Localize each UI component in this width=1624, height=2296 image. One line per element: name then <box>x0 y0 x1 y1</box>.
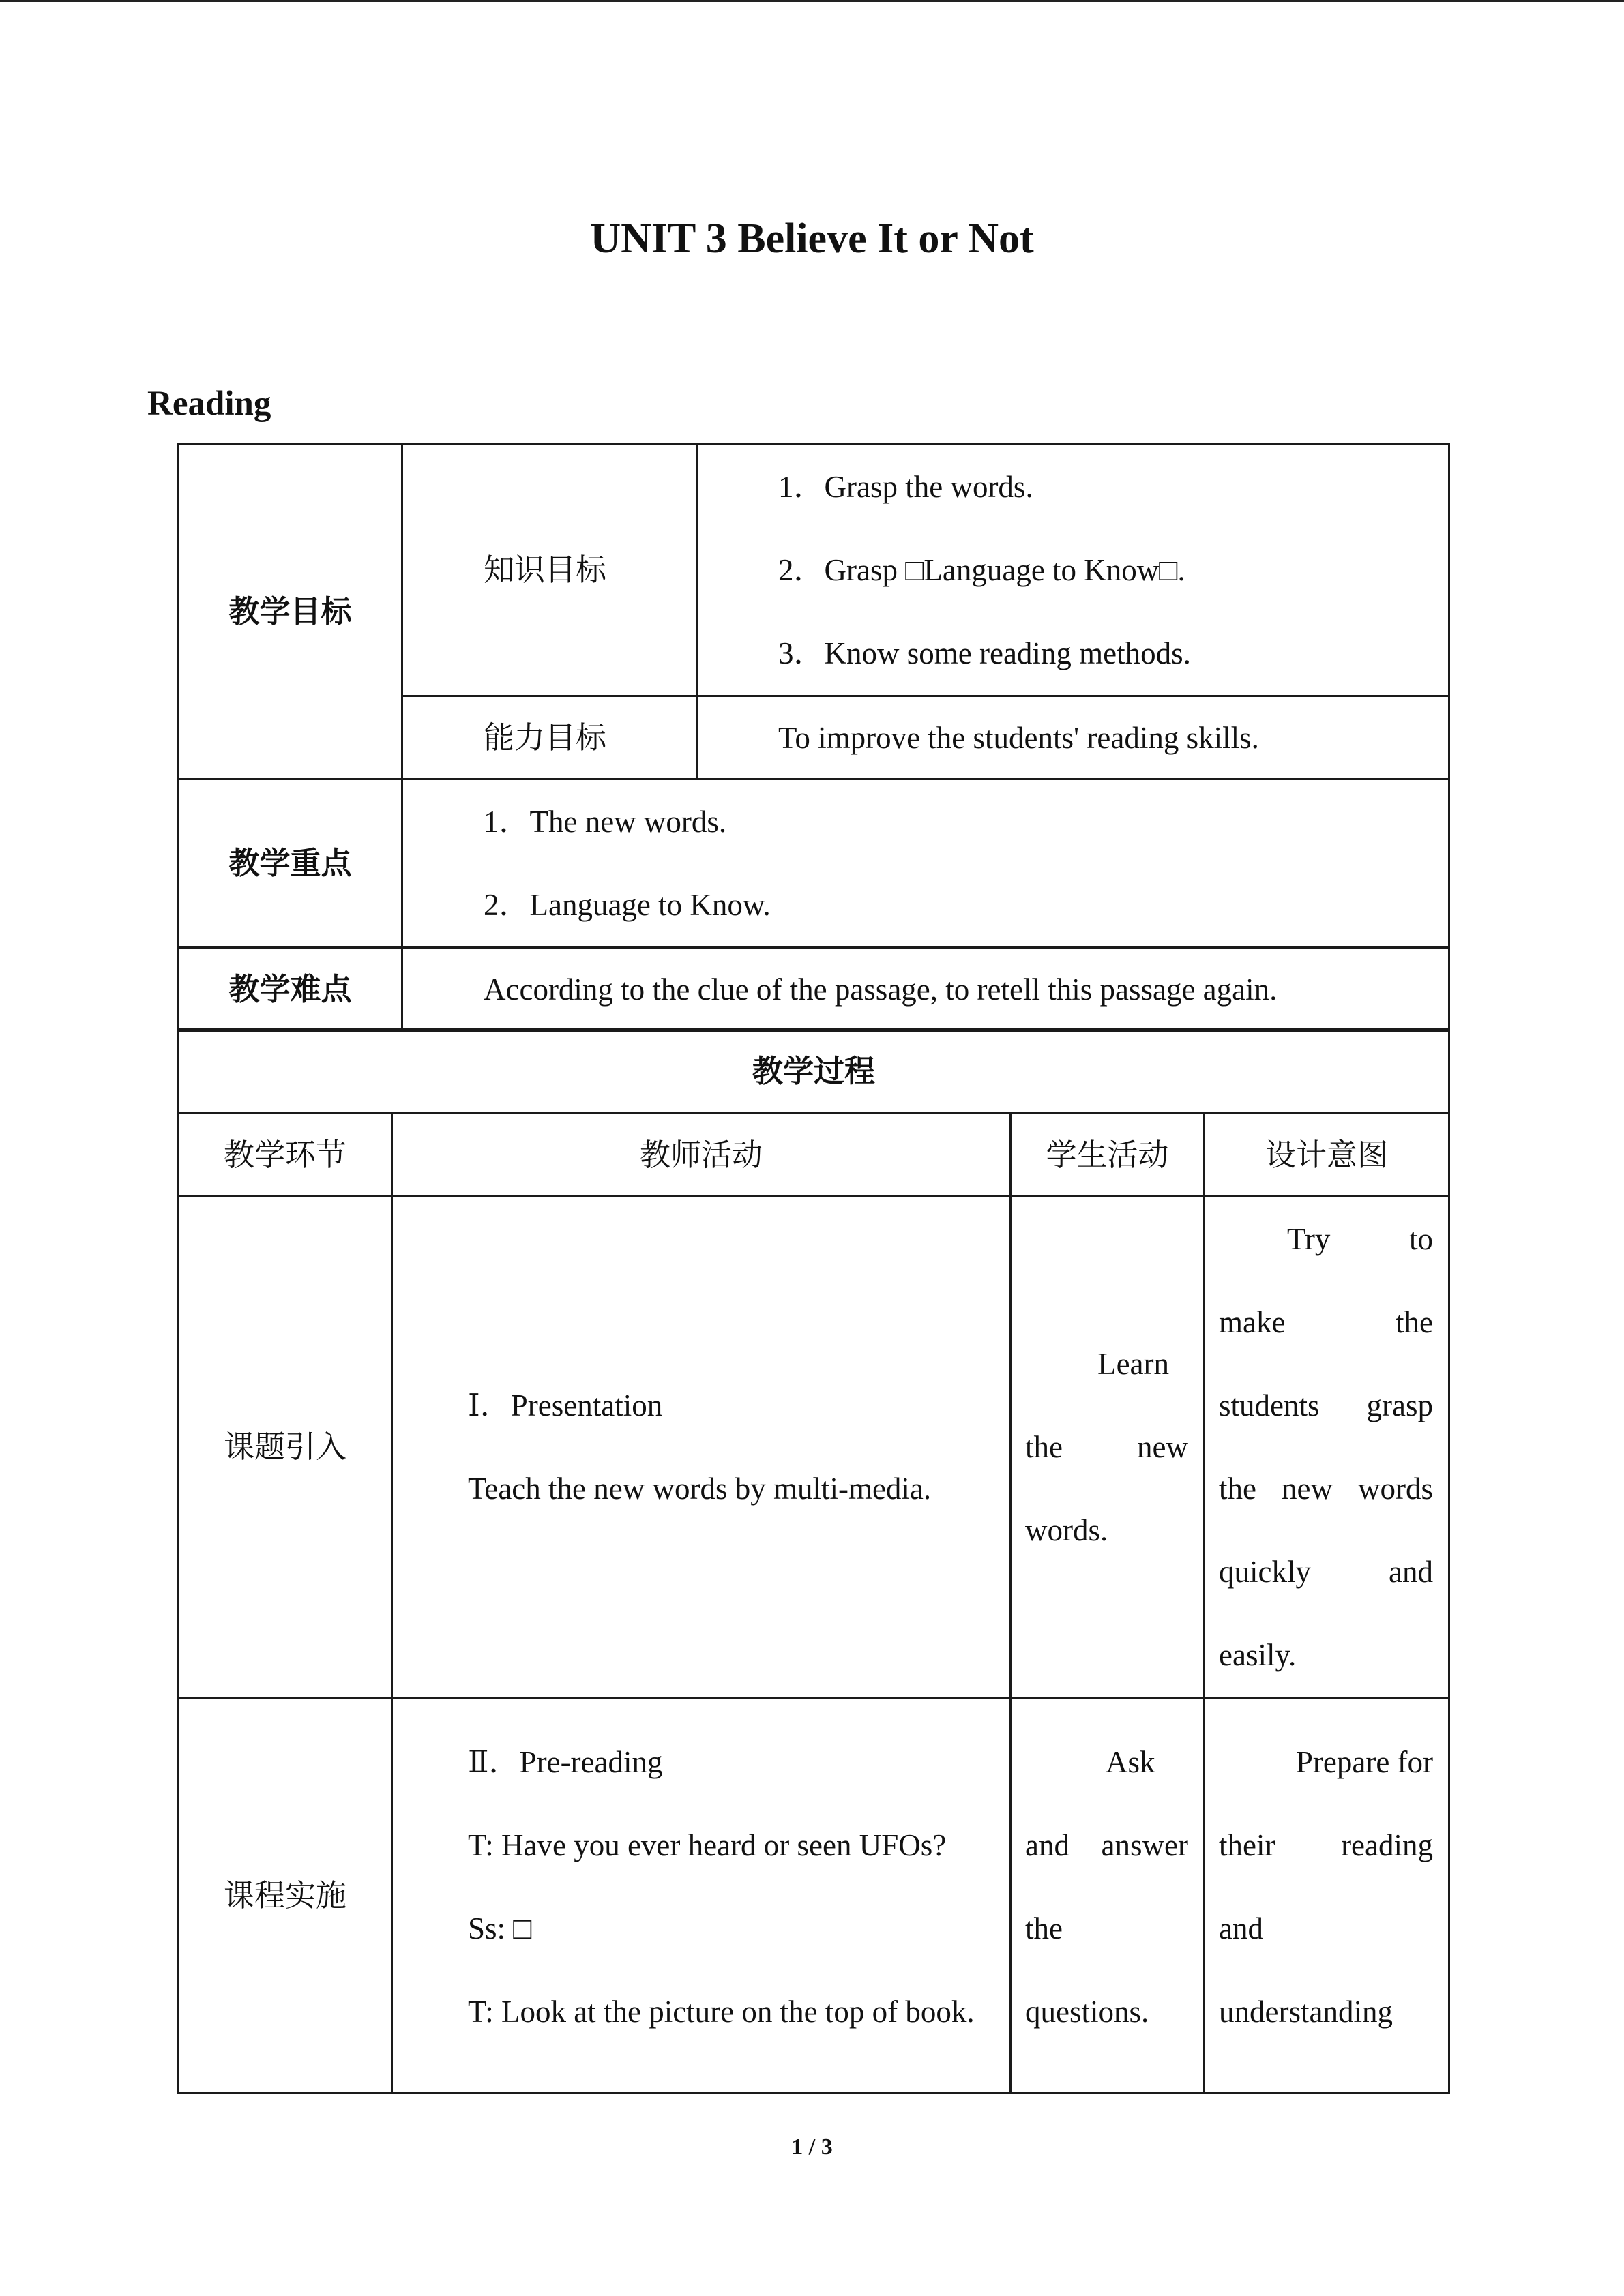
header-stage: 教学环节 <box>179 1114 392 1197</box>
student-activity-line: Learn <box>1097 1347 1169 1381</box>
design-intent-line: quickly and <box>1219 1555 1434 1589</box>
student-activity-line: questions. <box>1025 1995 1149 2029</box>
page-top-border <box>0 0 1624 2</box>
key-points-list <box>402 779 1449 948</box>
knowledge-goal-label: 知识目标 <box>402 445 697 696</box>
student-activity-line: and answer <box>1025 1828 1188 1862</box>
teacher-activity-line: Teach the new words by multi-media. <box>468 1472 932 1506</box>
design-intent-line: make the <box>1219 1305 1434 1339</box>
design-intent-cell <box>1205 1698 1449 2093</box>
stage-cell: 课程实施 <box>179 1698 392 2093</box>
design-intent-line: the new words <box>1219 1472 1434 1506</box>
header-design-intent: 设计意图 <box>1205 1114 1449 1197</box>
ability-goal-label: 能力目标 <box>402 696 697 779</box>
design-intent-line: easily. <box>1219 1638 1297 1672</box>
difficult-points-label: 教学难点 <box>179 948 402 1031</box>
page-title: UNIT 3 Believe It or Not <box>590 215 1034 262</box>
difficult-points-text: According to the clue of the passage, to retell this passage again. <box>402 948 1449 1031</box>
ability-goal-text: To improve the students' reading skills. <box>697 696 1449 779</box>
design-intent-cell <box>1205 1197 1449 1698</box>
key-point-item: 2．Language to Know. <box>484 888 771 922</box>
header-student-activity: 学生活动 <box>1011 1114 1205 1197</box>
teacher-activity-line: Ⅱ．Pre-reading <box>468 1745 663 1779</box>
teacher-activity-line: Ss: □ <box>468 1911 532 1945</box>
key-point-item: 1．The new words. <box>484 805 727 839</box>
key-points-label: 教学重点 <box>179 779 402 948</box>
teacher-activity-line: T: Have you ever heard or seen UFOs? <box>468 1828 947 1862</box>
stage-cell: 课题引入 <box>179 1197 392 1698</box>
design-intent-line: and <box>1219 1911 1263 1945</box>
teacher-activity-cell <box>392 1698 1011 2093</box>
teacher-activity-line: T: Look at the picture on the top of book. <box>468 1995 975 2029</box>
student-activity-cell <box>1011 1698 1205 2093</box>
student-activity-line: words. <box>1025 1513 1108 1547</box>
teacher-activity-cell <box>392 1197 1011 1698</box>
student-activity-line: the <box>1025 1911 1063 1945</box>
process-table <box>177 1028 1450 2094</box>
table-row <box>179 1197 1449 1698</box>
teacher-activity-line: Ⅰ．Presentation <box>468 1388 663 1422</box>
knowledge-goal-list <box>697 445 1449 696</box>
page-number: 1 / 3 <box>791 2134 833 2160</box>
knowledge-goal-item: 2．Grasp □Language to Know□. <box>778 553 1185 587</box>
student-activity-cell <box>1011 1197 1205 1698</box>
design-intent-line: understanding <box>1219 1995 1393 2029</box>
design-intent-line: students grasp <box>1219 1388 1434 1422</box>
process-heading: 教学过程 <box>179 1029 1449 1114</box>
table-row <box>179 1698 1449 2093</box>
student-activity-line: Ask <box>1106 1745 1155 1779</box>
section-heading: Reading <box>147 385 271 423</box>
design-intent-line: Prepare for <box>1295 1745 1434 1779</box>
header-teacher-activity: 教师活动 <box>392 1114 1011 1197</box>
objectives-table <box>177 443 1450 1032</box>
design-intent-line: Try to <box>1287 1222 1434 1256</box>
knowledge-goal-item: 3．Know some reading methods. <box>778 636 1191 670</box>
design-intent-line: their reading <box>1219 1828 1434 1862</box>
objectives-label: 教学目标 <box>179 445 402 779</box>
student-activity-line: the new <box>1025 1430 1188 1464</box>
knowledge-goal-item: 1．Grasp the words. <box>778 470 1033 504</box>
